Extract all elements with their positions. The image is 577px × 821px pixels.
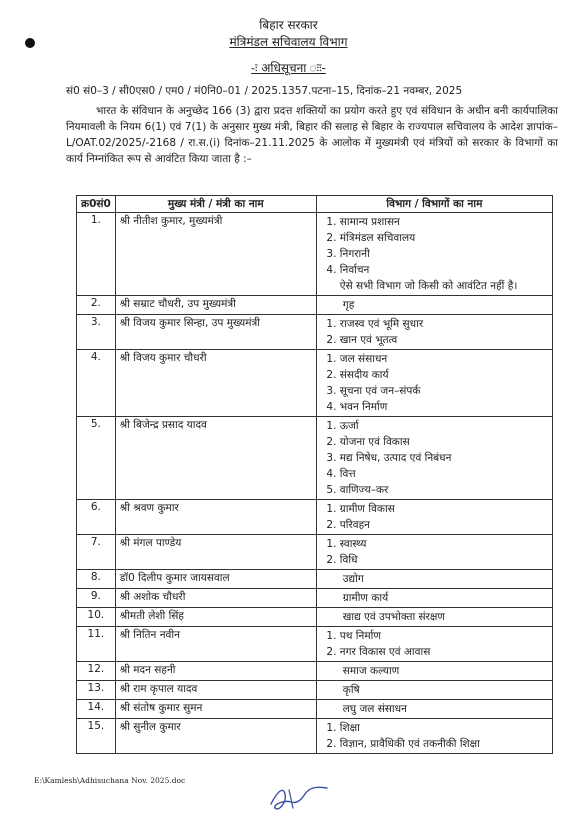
- file-path-footer: E:\Kamlesh\Adhisuchana Nov. 2025.doc: [34, 776, 186, 785]
- department-item: 1. ऊर्जा: [340, 418, 548, 434]
- row-serial: 10.: [77, 608, 116, 627]
- table-row: [77, 350, 553, 417]
- row-serial: 8.: [77, 570, 116, 589]
- department-cell: [316, 662, 552, 681]
- col-header-dept: विभाग / विभागों का नाम: [316, 196, 552, 213]
- department-item: 1. सामान्य प्रशासन: [340, 214, 548, 230]
- department-item: 1. ग्रामीण विकास: [340, 501, 548, 517]
- minister-name: श्री बिजेन्द्र प्रसाद यादव: [115, 417, 316, 500]
- department-list: [321, 351, 548, 415]
- minister-name: श्री विजय कुमार चौधरी: [115, 350, 316, 417]
- row-serial: 6.: [77, 500, 116, 535]
- minister-name: डॉ0 दिलीप कुमार जायसवाल: [115, 570, 316, 589]
- department-cell: [316, 627, 552, 662]
- row-serial: 2.: [77, 296, 116, 315]
- reference-line: सं0 सं0–3 / सी0एस0 / एम0 / मं0नि0–01 / 2025.1357.पटना–15, दिनांक–21 नवम्बर, 2025: [66, 85, 463, 97]
- department-cell: [316, 350, 552, 417]
- table-row: [77, 608, 553, 627]
- minister-name: श्री सुनील कुमार: [115, 719, 316, 754]
- minister-name: श्री संतोष कुमार सुमन: [115, 700, 316, 719]
- department-item: 3. निगरानी: [340, 246, 548, 262]
- table-row: [77, 213, 553, 296]
- department-note: ऐसे सभी विभाग जो किसी को आवंटित नहीं है।: [339, 280, 518, 292]
- department-cell: [316, 608, 552, 627]
- table-row: [77, 500, 553, 535]
- minister-name: श्री नीतीश कुमार, मुख्यमंत्री: [115, 213, 316, 296]
- department-item: ग्रामीण कार्य: [342, 592, 389, 604]
- department-cell: [316, 681, 552, 700]
- row-serial: 9.: [77, 589, 116, 608]
- dept-heading: मंत्रिमंडल सचिवालय विभाग: [229, 35, 348, 49]
- department-cell: [316, 570, 552, 589]
- department-item: लघु जल संसाधन: [342, 703, 407, 715]
- table-body: [77, 213, 553, 754]
- minister-name: श्रीमती लेशी सिंह: [115, 608, 316, 627]
- row-serial: 5.: [77, 417, 116, 500]
- department-cell: [316, 535, 552, 570]
- department-item: 1. जल संसाधन: [340, 351, 548, 367]
- minister-name: श्री राम कृपाल यादव: [115, 681, 316, 700]
- table-row: [77, 662, 553, 681]
- department-item: कृषि: [342, 684, 360, 696]
- table-row: [77, 681, 553, 700]
- table-row: [77, 296, 553, 315]
- row-serial: 13.: [77, 681, 116, 700]
- govt-heading: बिहार सरकार: [259, 18, 318, 32]
- minister-name: श्री नितिन नवीन: [115, 627, 316, 662]
- minister-name: श्री मदन सहनी: [115, 662, 316, 681]
- department-list: [321, 501, 548, 533]
- department-item: 2. विधि: [340, 552, 548, 568]
- department-item: 2. योजना एवं विकास: [340, 434, 548, 450]
- department-item: 3. मद्य निषेध, उत्पाद एवं निबंधन: [340, 450, 548, 466]
- department-item: 1. राजस्व एवं भूमि सुधार: [340, 316, 548, 332]
- table-row: [77, 719, 553, 754]
- row-serial: 11.: [77, 627, 116, 662]
- department-item: 2. नगर विकास एवं आवास: [340, 644, 548, 660]
- table-row: [77, 417, 553, 500]
- department-item: खाद्य एवं उपभोक्ता संरक्षण: [342, 611, 446, 623]
- department-item: 2. विज्ञान, प्रावैधिकी एवं तकनीकी शिक्षा: [340, 736, 548, 752]
- department-cell: [316, 417, 552, 500]
- department-cell: [316, 700, 552, 719]
- intro-paragraph: [66, 103, 558, 167]
- notification-title: [0, 59, 577, 76]
- department-item: समाज कल्याण: [342, 665, 400, 677]
- minister-name: श्री सम्राट चौधरी, उप मुख्यमंत्री: [115, 296, 316, 315]
- row-serial: 3.: [77, 315, 116, 350]
- table-row: [77, 627, 553, 662]
- row-serial: 14.: [77, 700, 116, 719]
- department-item: 1. शिक्षा: [340, 720, 548, 736]
- department-item: 4. निर्वाचन: [340, 262, 548, 278]
- table-row: [77, 315, 553, 350]
- row-serial: 1.: [77, 213, 116, 296]
- allocation-table: [76, 195, 553, 754]
- department-item: 2. खान एवं भूतत्व: [340, 332, 548, 348]
- department-item: गृह: [342, 299, 355, 311]
- department-list: [321, 418, 548, 498]
- department-cell: [316, 719, 552, 754]
- table-row: [77, 570, 553, 589]
- department-cell: [316, 213, 552, 296]
- department-item: 2. मंत्रिमंडल सचिवालय: [340, 230, 548, 246]
- department-item: 2. संसदीय कार्य: [340, 367, 548, 383]
- department-cell: [316, 315, 552, 350]
- minister-name: श्री श्रवण कुमार: [115, 500, 316, 535]
- department-list: [321, 720, 548, 752]
- department-item: 1. पथ निर्माण: [340, 628, 548, 644]
- department-item: 2. परिवहन: [340, 517, 548, 533]
- department-item: 3. सूचना एवं जन–संपर्क: [340, 383, 548, 399]
- table-header-row: [77, 196, 553, 213]
- table-row: [77, 535, 553, 570]
- row-serial: 15.: [77, 719, 116, 754]
- row-serial: 12.: [77, 662, 116, 681]
- row-serial: 4.: [77, 350, 116, 417]
- table-row: [77, 589, 553, 608]
- col-header-name: मुख्य मंत्री / मंत्री का नाम: [115, 196, 316, 213]
- department-item: 4. वित्त: [340, 466, 548, 482]
- minister-name: श्री अशोक चौधरी: [115, 589, 316, 608]
- department-item: उद्योग: [342, 573, 364, 585]
- department-item: 4. भवन निर्माण: [340, 399, 548, 415]
- department-list: [321, 536, 548, 568]
- department-list: [321, 628, 548, 660]
- department-cell: [316, 589, 552, 608]
- minister-name: श्री मंगल पाण्डेय: [115, 535, 316, 570]
- notification-title-text: -ः अधिसूचना ःः-: [251, 61, 326, 75]
- minister-name: श्री विजय कुमार सिन्हा, उप मुख्यमंत्री: [115, 315, 316, 350]
- signature-image: [265, 782, 335, 816]
- intro-paragraph-text: भारत के संविधान के अनुच्छेद 166 (3) द्वारा प्रदत्त शक्तियों का प्रयोग करते हुए एवं संविधान के अधीन बनी कार्यपालिका नियमावली के नियम 6(1) एवं 7(1) के अनुसार मुख्य मंत्री, बिहार की सलाह से बिहार के राज्यपाल सचिवालय के आदेश ज्ञापांक–L/OAT.02/2025/-2168 / रा.स.(i) दिनांक–21.11.2025 के आलोक में मुख्यमंत्री एवं मंत्रियों को सरकार के विभागों का कार्य निम्नांकित रूप से आवंटित किया जाता है :–: [66, 105, 558, 165]
- department-list: [321, 316, 548, 348]
- department-item: 1. स्वास्थ्य: [340, 536, 548, 552]
- col-header-sn: क्र0सं0: [77, 196, 116, 213]
- row-serial: 7.: [77, 535, 116, 570]
- department-item: 5. वाणिज्य–कर: [340, 482, 548, 498]
- department-cell: [316, 500, 552, 535]
- table-row: [77, 700, 553, 719]
- department-list: [321, 214, 548, 278]
- department-cell: [316, 296, 552, 315]
